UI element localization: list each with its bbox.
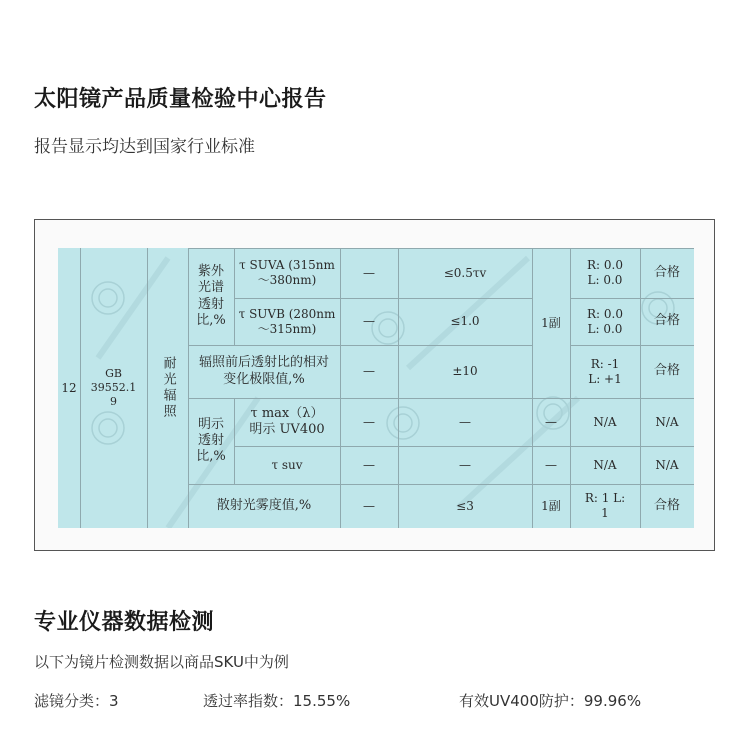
requirement-relative-change: ±10 (452, 364, 478, 378)
transmittance-index: 透过率指数：15.55% (203, 692, 351, 710)
verdict-uva: 合格 (653, 264, 680, 280)
verdict-relative-change: 合格 (653, 363, 680, 379)
requirement-tsuv: — (459, 457, 471, 472)
uv400-item: τ max（λ） 明示 UV400 (249, 405, 325, 437)
result-relative-change: R: -1 L: +1 (588, 356, 622, 386)
section-title: 专业仪器数据检测 (34, 610, 215, 635)
method-cell: — (363, 498, 375, 513)
method-cell: — (363, 414, 375, 429)
test-group (147, 248, 188, 528)
section-subtitle: 以下为镜片检测数据以商品SKU中为例 (34, 653, 289, 671)
sample-qty: 1副 (541, 498, 561, 513)
standard-number: GB 39552.1 9 (90, 367, 137, 408)
requirement-uvb: ≤1.0 (450, 314, 480, 328)
verdict-uvb: 合格 (653, 313, 680, 329)
relative-change-item: 辐照前后透射比的相对变化极限值,% (198, 355, 329, 387)
result-uv400: N/A (593, 414, 617, 429)
page-subtitle: 报告显示均达到国家行业标准 (34, 137, 255, 157)
requirement-uva: ≤0.5τv (443, 265, 487, 280)
page-title: 太阳镜产品质量检验中心报告 (34, 87, 327, 112)
sample-qty: — (545, 457, 557, 472)
tsuv-item: τ suv (271, 457, 303, 472)
verdict-haze: 合格 (653, 497, 680, 513)
method-cell: — (363, 314, 375, 328)
uva-item: τ SUVA (315nm～380nm) (239, 258, 335, 287)
result-haze: R: 1 L: 1 (584, 491, 626, 520)
method-cell: — (363, 265, 375, 280)
result-uvb: R: 0.0 L: 0.0 (587, 306, 623, 336)
visible-group-cell (188, 398, 234, 484)
sample-qty: 1副 (541, 315, 561, 330)
uv-group-cell (188, 248, 234, 345)
requirement-uv400: — (459, 414, 471, 429)
result-tsuv: N/A (593, 457, 617, 472)
uvb-item: τ SUVB (280nm～315nm) (238, 306, 336, 336)
visible-group-label: 明示透射比,% (196, 416, 226, 465)
filter-category: 滤镜分类：3 (34, 692, 119, 710)
method-cell: — (363, 457, 375, 472)
row-number: 12 (61, 380, 77, 395)
verdict-tsuv: N/A (655, 457, 679, 472)
sample-qty: — (545, 414, 557, 429)
requirement-haze: ≤3 (456, 498, 474, 513)
haze-item: 散射光雾度值,% (216, 497, 312, 513)
uv-group-label: 紫外光谱透射比,% (196, 264, 226, 328)
verdict-uv400: N/A (655, 414, 679, 429)
result-uva: R: 0.0 L: 0.0 (587, 258, 623, 287)
inspection-report-image (58, 248, 694, 528)
test-group-label: 耐光辐照 (160, 356, 176, 420)
method-cell: — (363, 364, 375, 378)
uv400-protection: 有效UV400防护：99.96% (459, 692, 642, 710)
